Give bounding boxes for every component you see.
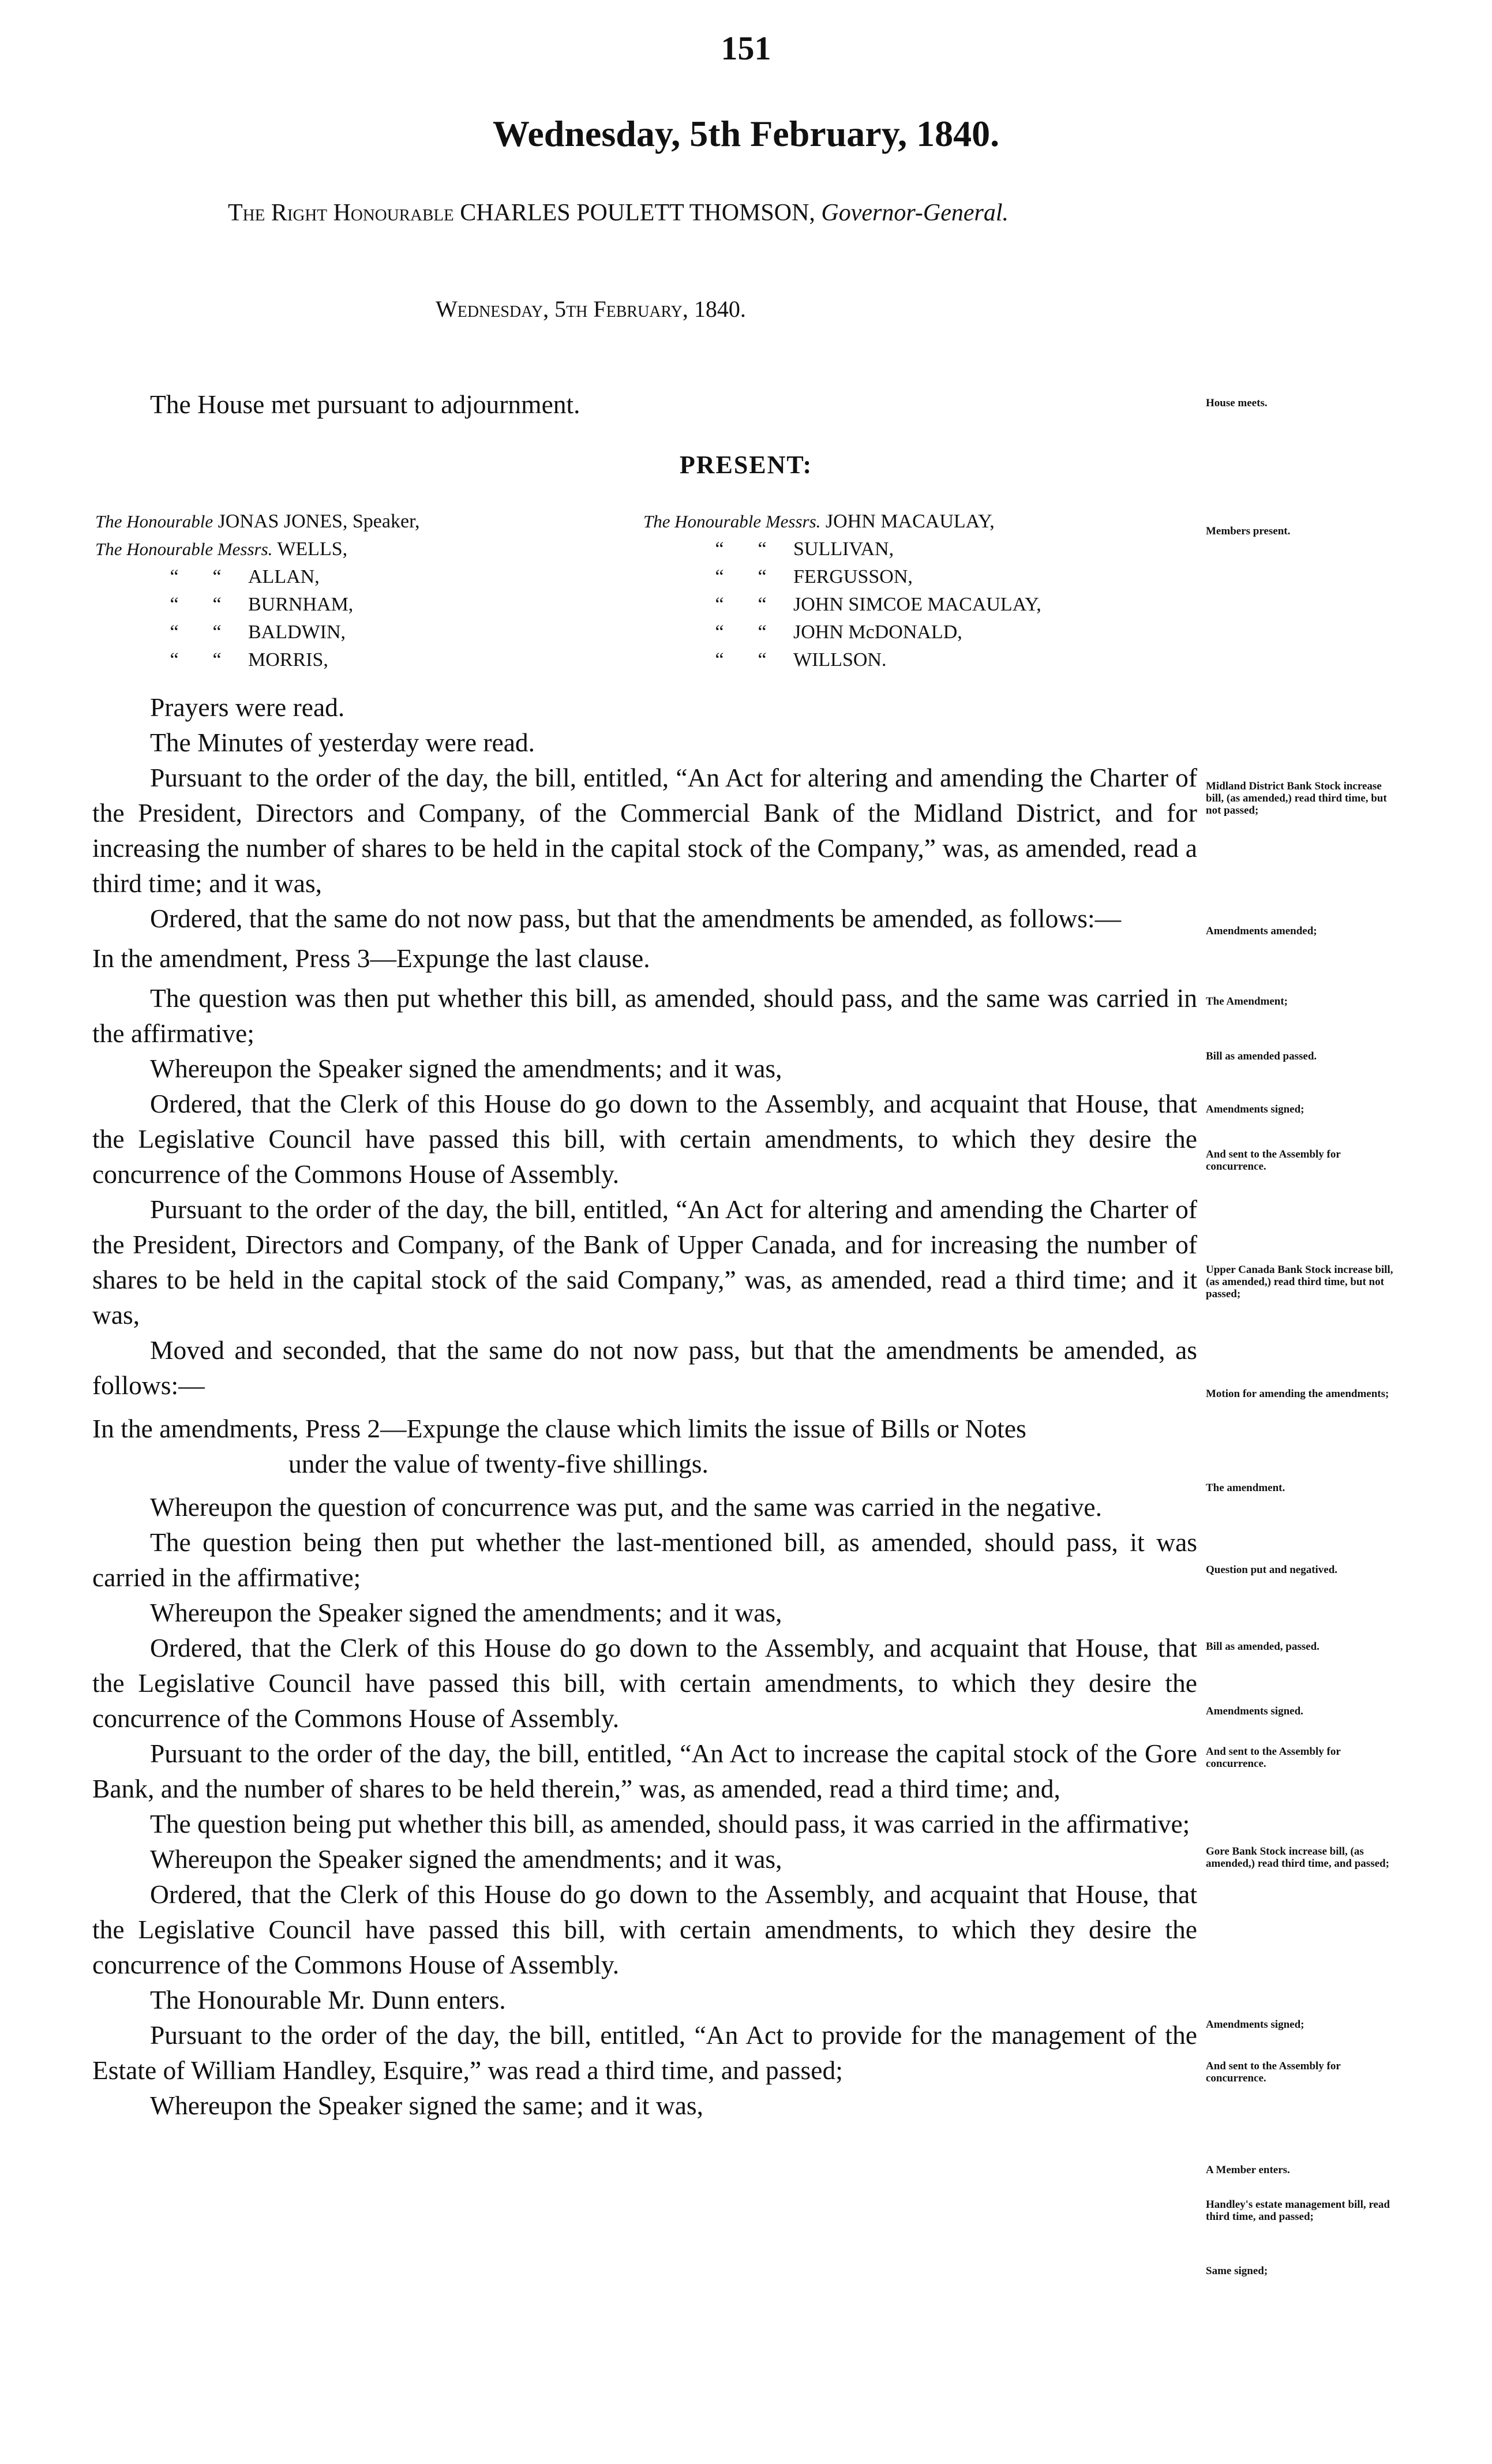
paragraph: The question being put whether this bill, as amended, should pass, it was carried in the affirmative;	[150, 1809, 1190, 1838]
members-right-column	[643, 508, 1041, 674]
margin-note: The amendment.	[1206, 1482, 1285, 1494]
paragraph: Prayers were read.	[150, 692, 345, 722]
present-heading: PRESENT:	[679, 451, 813, 479]
paragraph: The question being then put whether the last-mentioned bill, as amended, should pass, it was carried in the affirmative;	[92, 1527, 1197, 1592]
paragraph: Whereupon the Speaker signed the same; and it was,	[150, 2091, 703, 2120]
governor-title: Governor-General.	[821, 200, 1009, 226]
member-entry: The Honourable Messrs. JOHN MACAULAY,	[643, 511, 995, 532]
paragraph: Whereupon the Speaker signed the amendments; and it was,	[150, 1598, 782, 1627]
paragraph: The Honourable Mr. Dunn enters.	[150, 1985, 506, 2014]
margin-note: Handley's estate management bill, read third time, and passed;	[1206, 2199, 1390, 2223]
governor-name: CHARLES POULETT THOMSON,	[460, 200, 815, 226]
paragraph: Pursuant to the order of the day, the bill, entitled, “An Act to provide for the management of the Estate of William Handley, Esquire,” was read a third time, and passed;	[92, 2020, 1197, 2085]
member-entry: “ “ BURNHAM,	[170, 594, 354, 615]
paragraph: under the value of twenty-five shillings.	[288, 1449, 708, 1478]
governor-prefix: The Right Honourable	[228, 200, 454, 226]
margin-note: Amendments signed;	[1206, 2019, 1304, 2031]
margin-note: House meets.	[1206, 397, 1268, 409]
member-entry: “ “ WILLSON.	[715, 649, 887, 671]
date-heading: Wednesday, 5th February, 1840.	[492, 113, 1000, 154]
member-entry: The Honourable Messrs. WELLS,	[95, 538, 348, 560]
margin-note: Midland District Bank Stock increase bill, (as amended,) read third time, but not passed;	[1206, 780, 1387, 817]
member-entry: “ “ FERGUSSON,	[715, 566, 913, 587]
margin-note: A Member enters.	[1206, 2164, 1290, 2176]
margin-note: Amendments amended;	[1206, 925, 1317, 937]
margin-note: Question put and negatived.	[1206, 1564, 1338, 1576]
margin-note: Members present.	[1206, 525, 1291, 537]
member-entry: The Honourable JONAS JONES, Speaker,	[95, 511, 420, 532]
margin-note: And sent to the Assembly for concurrence.	[1206, 2060, 1341, 2084]
paragraph: Moved and seconded, that the same do not now pass, but that the amendments be amended, as follows:—	[92, 1335, 1197, 1400]
paragraph: Ordered, that the Clerk of this House do go down to the Assembly, and acquaint that House, that the Legislative Council have passed this bill, with certain amendments, to which they desire the concurrence of the Commons House of Assembly.	[92, 1089, 1197, 1189]
paragraph: Ordered, that the same do not now pass, but that the amendments be amended, as follows:—	[150, 904, 1122, 933]
proceedings-block-1	[92, 690, 1197, 2123]
margin-note: Upper Canada Bank Stock increase bill, (as amended,) read third time, but not passed;	[1206, 1264, 1393, 1300]
paragraph: Whereupon the Speaker signed the amendments; and it was,	[150, 1054, 782, 1083]
paragraph: Pursuant to the order of the day, the bill, entitled, “An Act to increase the capital stock of the Gore Bank, and the number of shares to be held therein,” was, as amended, read a third time; and,	[92, 1739, 1197, 1803]
member-entry: “ “ JOHN McDONALD,	[715, 621, 962, 643]
members-left-column	[95, 508, 420, 674]
paragraph: Pursuant to the order of the day, the bill, entitled, “An Act for altering and amending the Charter of the President, Directors and Company, of the Commercial Bank of the Midland District, and for increasing the number of shares to be held in the capital stock of the Company,” was, as amended, read a third time; and it was,	[92, 763, 1197, 898]
paragraph: Ordered, that the Clerk of this House do go down to the Assembly, and acquaint that House, that the Legislative Council have passed this bill, with certain amendments, to which they desire the concurrence of the Commons House of Assembly.	[92, 1633, 1197, 1733]
paragraph: Whereupon the Speaker signed the amendments; and it was,	[150, 1844, 782, 1874]
member-entry: “ “ ALLAN,	[170, 566, 320, 587]
paragraph: Pursuant to the order of the day, the bill, entitled, “An Act for altering and amending the Charter of the President, Directors and Company, of the Bank of Upper Canada, and for increasing the number of shares to be held in the capital stock of the said Company,” was, as amended, read a third time; and it was,	[92, 1194, 1197, 1330]
paragraph: The question was then put whether this bill, as amended, should pass, and the same was carried in the affirmative;	[92, 983, 1197, 1048]
margin-note: And sent to the Assembly for concurrence.	[1206, 1148, 1341, 1173]
paragraph: In the amendment, Press 3—Expunge the last clause.	[92, 943, 650, 973]
margin-note: Amendments signed.	[1206, 1705, 1303, 1717]
margin-note: Amendments signed;	[1206, 1103, 1304, 1115]
house-met-paragraph	[92, 387, 1197, 422]
paragraph: Whereupon the question of concurrence was put, and the same was carried in the negative.	[150, 1492, 1102, 1522]
governor-line	[228, 199, 1009, 227]
paragraph: The Minutes of yesterday were read.	[150, 728, 535, 757]
page-number: 151	[721, 29, 771, 67]
margin-note: The Amendment;	[1206, 995, 1288, 1008]
paragraph: Ordered, that the Clerk of this House do go down to the Assembly, and acquaint that House, that the Legislative Council have passed this bill, with certain amendments, to which they desire the concurrence of the Commons House of Assembly.	[92, 1879, 1197, 1979]
margin-note: And sent to the Assembly for concurrence.	[1206, 1746, 1341, 1770]
member-entry: “ “ JOHN SIMCOE MACAULAY,	[715, 594, 1041, 615]
margin-note: Bill as amended, passed.	[1206, 1641, 1319, 1653]
session-date: Wednesday, 5th February, 1840.	[436, 296, 746, 322]
margin-note: Motion for amending the amendments;	[1206, 1388, 1389, 1400]
margin-note: Gore Bank Stock increase bill, (as amended,) read third time, and passed;	[1206, 1845, 1389, 1870]
paragraph: The House met pursuant to adjournment.	[150, 390, 580, 419]
margin-note: Bill as amended passed.	[1206, 1050, 1317, 1062]
member-entry: “ “ BALDWIN,	[170, 621, 346, 643]
margin-note: Same signed;	[1206, 2265, 1268, 2277]
member-entry: “ “ SULLIVAN,	[715, 538, 894, 560]
paragraph: In the amendments, Press 2—Expunge the clause which limits the issue of Bills or Notes	[92, 1414, 1026, 1443]
member-entry: “ “ MORRIS,	[170, 649, 328, 671]
